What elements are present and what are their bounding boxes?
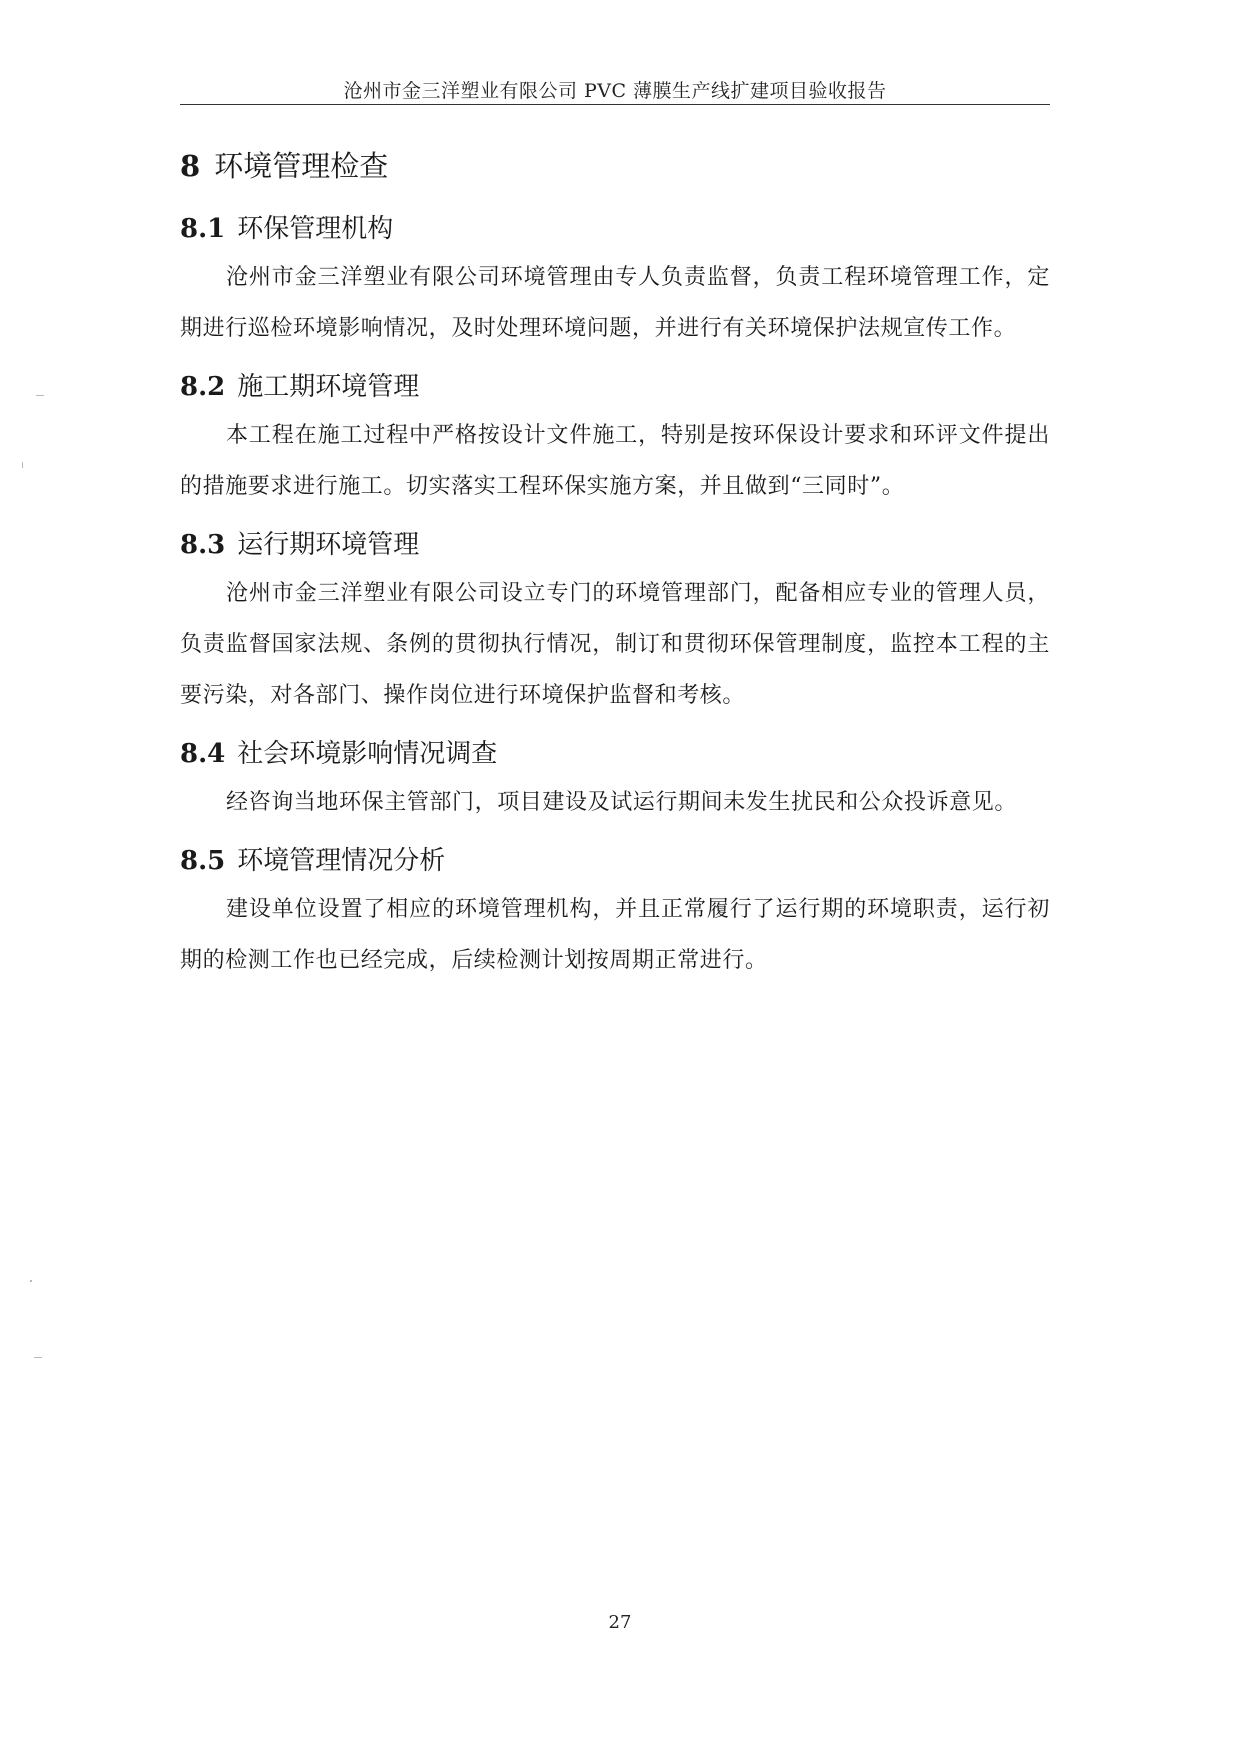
scan-speck bbox=[36, 395, 44, 396]
section-paragraph-8-5: 建设单位设置了相应的环境管理机构，并且正常履行了运行期的环境职责，运行初期的检测工作也已经完成，后续检测计划按周期正常进行。 bbox=[180, 897, 1050, 973]
section-title: 环保管理机构 bbox=[237, 214, 394, 244]
chapter-number: 8 bbox=[180, 149, 201, 183]
chapter-heading bbox=[180, 149, 1050, 196]
section-number: 8.3 bbox=[180, 530, 226, 560]
page-number: 27 bbox=[608, 1612, 632, 1633]
section-number: 8.5 bbox=[180, 846, 226, 876]
section-paragraph-8-3: 沧州市金三洋塑业有限公司设立专门的环境管理部门，配备相应专业的管理人员，负责监督国家法规、条例的贯彻执行情况，制订和贯彻环保管理制度，监控本工程的主要污染，对各部门、操作岗位进行环境保护监督和考核。 bbox=[180, 581, 1050, 708]
section-paragraph-8-4: 经咨询当地环保主管部门，项目建设及试运行期间未发生扰民和公众投诉意见。 bbox=[226, 790, 1018, 815]
scan-speck bbox=[22, 462, 23, 468]
section-heading-8-4 bbox=[180, 741, 1050, 767]
scan-speck bbox=[34, 1357, 42, 1358]
section-paragraph-8-2: 本工程在施工过程中严格按设计文件施工，特别是按环保设计要求和环评文件提出的措施要求进行施工。切实落实工程环保实施方案，并且做到“三同时”。 bbox=[180, 423, 1050, 499]
section-title: 环境管理情况分析 bbox=[237, 846, 446, 876]
section-number: 8.4 bbox=[180, 739, 226, 769]
header-rule bbox=[180, 104, 1050, 105]
page-body bbox=[180, 149, 1050, 986]
section-paragraph-8-1: 沧州市金三洋塑业有限公司环境管理由专人负责监督，负责工程环境管理工作，定期进行巡检环境影响情况，及时处理环境问题，并进行有关环境保护法规宣传工作。 bbox=[180, 265, 1050, 341]
section-title: 社会环境影响情况调查 bbox=[237, 739, 498, 769]
scan-speck bbox=[30, 1280, 32, 1282]
section-title: 施工期环境管理 bbox=[237, 372, 420, 402]
chapter-title: 环境管理检查 bbox=[214, 149, 389, 183]
section-heading-8-1 bbox=[180, 216, 1050, 242]
section-number: 8.1 bbox=[180, 214, 226, 244]
running-header: 沧州市金三洋塑业有限公司 PVC 薄膜生产线扩建项目验收报告 bbox=[343, 80, 887, 102]
section-title: 运行期环境管理 bbox=[237, 530, 420, 560]
section-heading-8-3 bbox=[180, 532, 1050, 558]
section-heading-8-2 bbox=[180, 374, 1050, 400]
section-heading-8-5 bbox=[180, 848, 1050, 874]
section-number: 8.2 bbox=[180, 372, 226, 402]
